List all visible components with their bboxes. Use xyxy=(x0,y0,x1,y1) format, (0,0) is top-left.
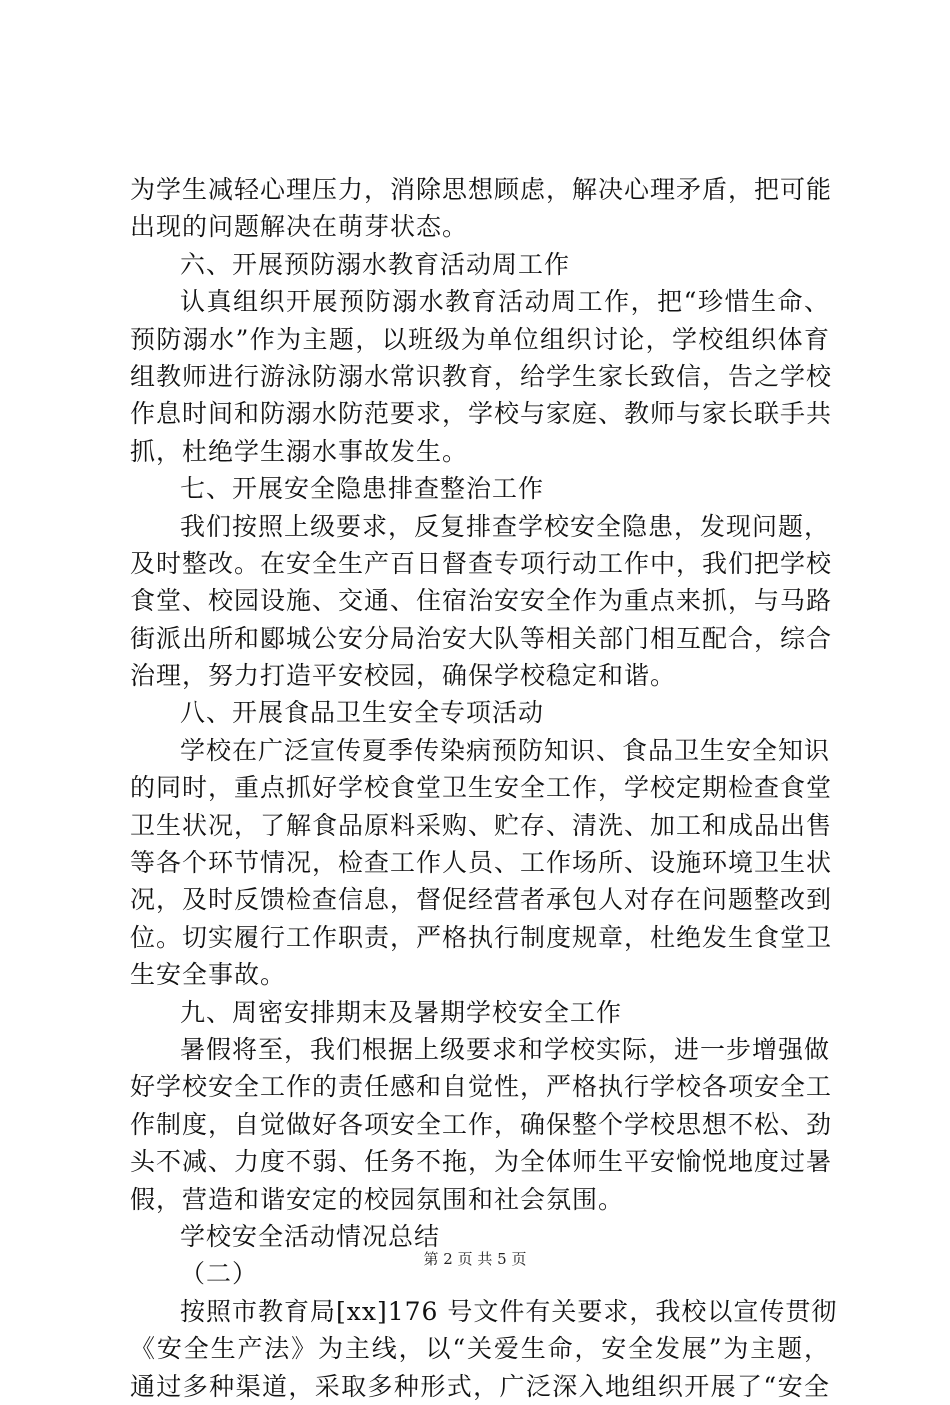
text-line: 我们按照上级要求，反复排查学校安全隐患，发现问题， xyxy=(180,511,831,541)
text-line: 学校安全活动情况总结 xyxy=(180,1221,441,1251)
text-line: 街派出所和郾城公安分局治安大队等相关部门相互配合，综合 xyxy=(130,623,833,653)
text-line: 通过多种渠道，采取多种形式，广泛深入地组织开展了“安全 xyxy=(130,1371,830,1401)
text-line: 等各个环节情况，检查工作人员、工作场所、设施环境卫生状 xyxy=(130,848,833,878)
text-line: 作制度，自觉做好各项安全工作，确保整个学校思想不松、劲 xyxy=(130,1109,833,1139)
text-line: 抓，杜绝学生溺水事故发生。 xyxy=(130,436,469,466)
text-line: 作息时间和防溺水防范要求，学校与家庭、教师与家长联手共 xyxy=(130,399,833,429)
text-line: 暑假将至，我们根据上级要求和学校实际，进一步增强做 xyxy=(180,1034,831,1064)
text-line: 生安全事故。 xyxy=(130,960,287,990)
page-number-label: 第 2 页 共 5 页 xyxy=(423,1250,527,1268)
text-line: 八、开展食品卫生安全专项活动 xyxy=(180,698,545,728)
text-line: 九、周密安排期末及暑期学校安全工作 xyxy=(180,997,623,1027)
text-line: 况，及时反馈检查信息，督促经营者承包人对存在问题整改到 xyxy=(130,885,833,915)
text-line: 位。切实履行工作职责，严格执行制度规章，杜绝发生食堂卫 xyxy=(130,922,833,952)
document-body xyxy=(130,171,838,1405)
text-line: 为学生减轻心理压力，消除思想顾虑，解决心理矛盾，把可能 xyxy=(130,175,833,204)
text-line: 按照市教育局[xx]176 号文件有关要求，我校以宣传贯彻 xyxy=(180,1296,838,1326)
text-line: 治理，努力打造平安校园，确保学校稳定和谐。 xyxy=(130,661,677,691)
text-line: 出现的问题解决在萌芽状态。 xyxy=(130,212,469,242)
text-line: 卫生状况，了解食品原料采购、贮存、清洗、加工和成品出售 xyxy=(130,810,833,840)
page-footer xyxy=(0,1248,950,1269)
text-line: 好学校安全工作的责任感和自觉性，严格执行学校各项安全工 xyxy=(130,1072,833,1102)
text-line: 组教师进行游泳防溺水常识教育，给学生家长致信，告之学校 xyxy=(130,361,833,391)
text-line: 认真组织开展预防溺水教育活动周工作，把“珍惜生命、 xyxy=(180,287,830,317)
text-line: 的同时，重点抓好学校食堂卫生安全工作，学校定期检查食堂 xyxy=(130,773,833,803)
text-line: 七、开展安全隐患排查整治工作 xyxy=(180,474,545,504)
text-line: 食堂、校园设施、交通、住宿治安安全作为重点来抓，与马路 xyxy=(130,586,833,616)
text-line: 《安全生产法》为主线，以“关爱生命，安全发展”为主题， xyxy=(130,1334,830,1364)
text-line: 及时整改。在安全生产百日督查专项行动工作中，我们把学校 xyxy=(130,548,833,578)
text-line: 六、开展预防溺水教育活动周工作 xyxy=(180,249,571,279)
text-line: 假，营造和谐安定的校园氛围和社会氛围。 xyxy=(130,1184,625,1214)
text-line: （二） xyxy=(180,1259,259,1289)
text-line: 头不减、力度不弱、任务不拖，为全体师生平安愉悦地度过暑 xyxy=(130,1147,833,1177)
text-line: 学校在广泛宣传夏季传染病预防知识、食品卫生安全知识 xyxy=(180,735,831,765)
text-line: 预防溺水”作为主题，以班级为单位组织讨论，学校组织体育 xyxy=(130,324,830,354)
